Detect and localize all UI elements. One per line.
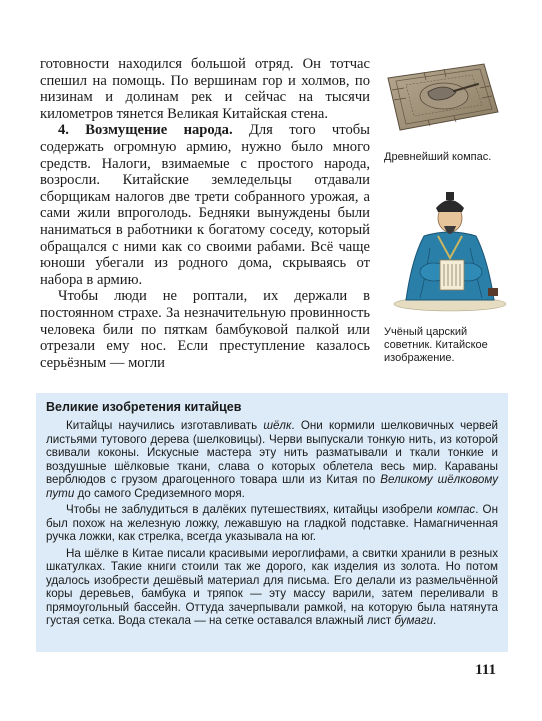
paragraph-paper (46, 547, 498, 628)
page-number: 111 (475, 662, 496, 678)
text-run: Чтобы не заблудиться в далёких путешествиях, китайцы изобрели (66, 503, 437, 516)
chinese-advisor-illustration (390, 188, 510, 312)
text-run: до самого Средиземного моря. (74, 486, 245, 500)
compass-caption: Древнейший компас. (384, 151, 492, 163)
paragraph-discontent (40, 122, 370, 288)
info-box-title: Великие изобретения китайцев (46, 400, 242, 414)
text-run: На шёлке в Китае писали красивыми иероглифами, а свитки хранили в резных шкатулках. Такие книги стоили так же дорого, как изделия из золота. Но потом удалось изобрести дешёвый материал для письма. Его делали из размельчённой коры деревьев, бамбука и тряпок — эту массу варили, затем переливали в прямоугольный бассейн. Оттуда зачерпывали рамкой, на которую была натянута густая сетка. Вода стекала — на сетке оставался влажный лист (46, 546, 498, 627)
paragraph-discontent-body: Для того чтобы содержать огромную армию, нужно было много средств. Налоги, взимаемые с простого народа, возросли. Китайские земледельцы отдавали сборщикам налогов две трети собранного урожая, а сами жили впроголодь. Бедняки вынуждены были наниматься в работники к богатому соседу, который обращался с ними как со своими рабами. Всё чаще юноши убегали из родного дома, скрываясь от набора в армию. (40, 122, 370, 288)
text-run: Китайцы научились изготавливать (66, 419, 264, 432)
term-silk: шёлк (263, 419, 292, 432)
section-heading: 4. Возмущение народа. (58, 122, 233, 139)
inventions-info-box (36, 393, 508, 652)
term-silk-road: Великому шёлковому пути (46, 473, 498, 500)
paragraph-compass (46, 503, 498, 544)
advisor-caption: Учёный царский советник. Китайское изображение. (384, 326, 488, 364)
main-text (40, 56, 370, 371)
text-run: . (433, 614, 437, 627)
text-run: . Он был похож на железную ложку, лежавшую на гладкой подставке. Намагниченная ручка ложки, как стрелка, всегда указывала на юг. (46, 503, 498, 543)
paragraph-silk (46, 419, 498, 500)
text-run: . Они кормили шелковичных червей листьями тутового дерева (шелковицы). Черви выпускали тонкую нить, из которой свивали коконы. Искусные мастера эту нить разматывали и ткали тонкие и воздушные шёлковые ткани, слава о которых облетела весь мир. Караваны верблюдов с грузом драгоценного товара шли из Китая по (46, 419, 499, 486)
term-compass: компас (436, 503, 476, 516)
term-paper: бумаги (394, 614, 434, 627)
paragraph-great-wall: готовности находился большой отряд. Он тотчас спешил на помощь. По вершинам гор и холмов, по низинам и долинам рек и сейчас на тысячи километров тянется Великая Китайская стена. (40, 56, 370, 122)
ancient-compass-illustration (384, 58, 500, 132)
paragraph-fear: Чтобы люди не роптали, их держали в постоянном страхе. За незначительную провинность человека били по пяткам бамбуковой палкой или отрезали ему нос. Если преступление казалось серьёзным — могли (40, 288, 370, 371)
